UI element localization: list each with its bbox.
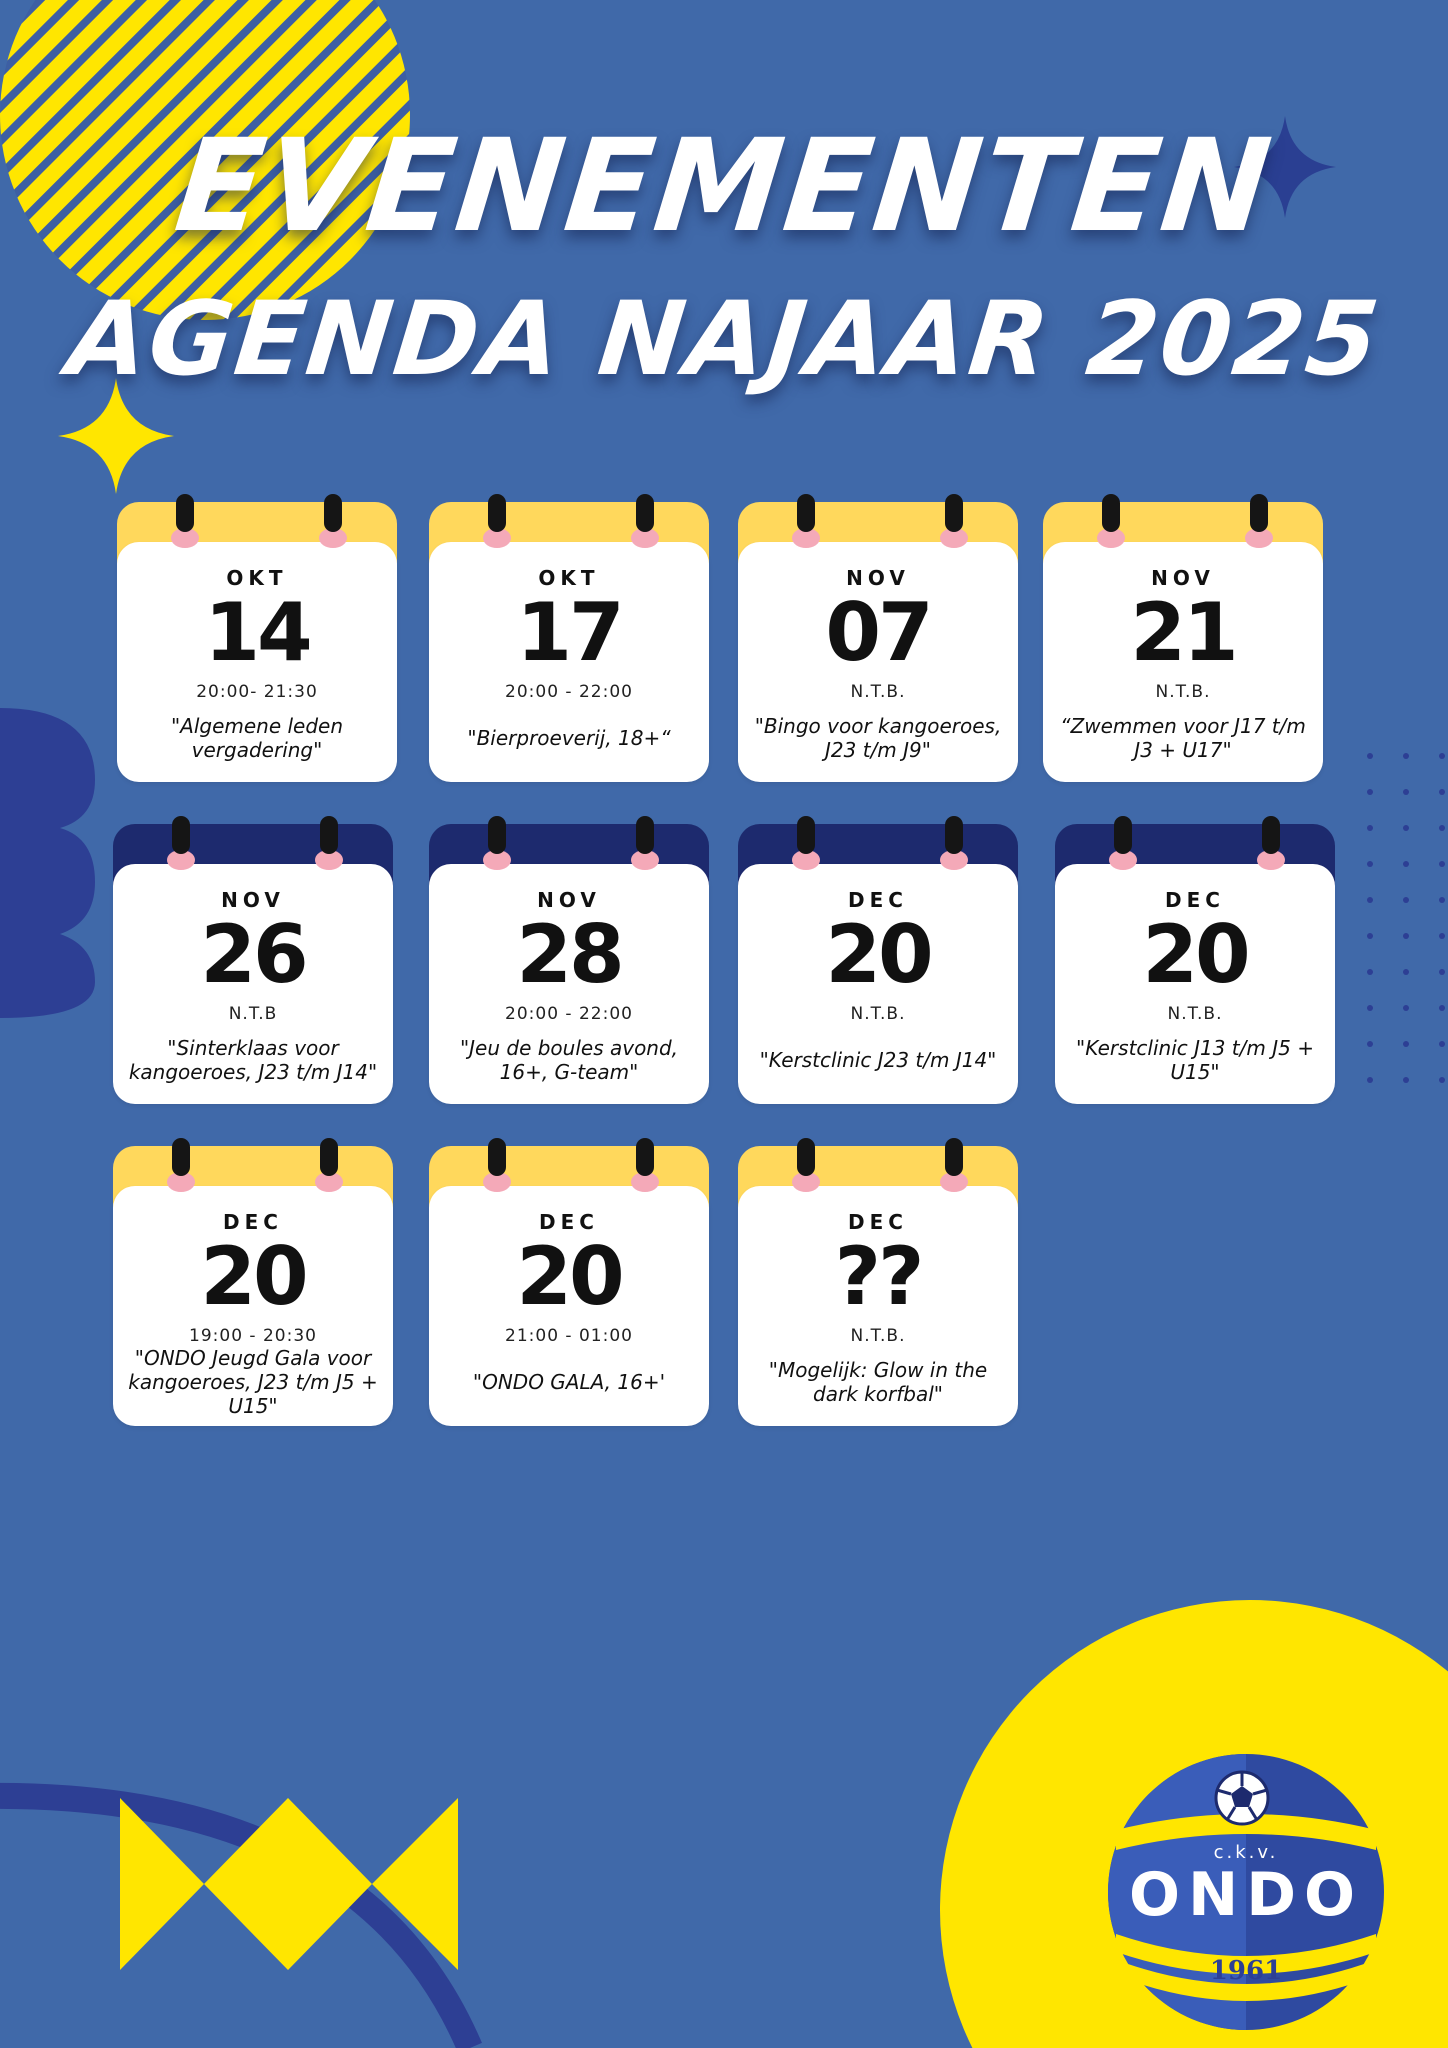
binder-ring-icon bbox=[483, 502, 511, 548]
event-card bbox=[429, 1146, 709, 1426]
event-day: 17 bbox=[516, 586, 622, 679]
club-year: 1961 bbox=[1209, 1956, 1283, 1986]
wavy-shape-decoration bbox=[0, 700, 100, 1020]
event-time: N.T.B bbox=[228, 1004, 278, 1024]
binder-ring-icon bbox=[631, 824, 659, 870]
binder-ring-icon bbox=[940, 502, 968, 548]
event-day: 21 bbox=[1130, 586, 1236, 679]
event-month: DEC bbox=[539, 1210, 599, 1234]
binder-ring-icon bbox=[319, 502, 347, 548]
event-description: "ONDO Jeugd Gala voor kangoeroes, J23 t/m J5 + U15" bbox=[128, 1346, 378, 1418]
event-time: N.T.B. bbox=[850, 1004, 906, 1024]
event-time: N.T.B. bbox=[850, 682, 906, 702]
event-description: "Sinterklaas voor kangoeroes, J23 t/m J14" bbox=[128, 1036, 378, 1084]
binder-ring-icon bbox=[483, 1146, 511, 1192]
binder-ring-icon bbox=[1245, 502, 1273, 548]
event-description: "Kerstclinic J13 t/m J5 + U15" bbox=[1076, 1036, 1314, 1084]
event-card bbox=[738, 824, 1018, 1104]
event-month: DEC bbox=[848, 888, 908, 912]
binder-ring-icon bbox=[792, 1146, 820, 1192]
event-card bbox=[113, 1146, 393, 1426]
event-time: N.T.B. bbox=[850, 1326, 906, 1346]
event-card bbox=[429, 824, 709, 1104]
event-time: 20:00 - 22:00 bbox=[505, 682, 633, 702]
event-month: DEC bbox=[223, 1210, 283, 1234]
event-month: OKT bbox=[226, 566, 288, 590]
binder-ring-icon bbox=[631, 1146, 659, 1192]
event-day: 20 bbox=[200, 1230, 306, 1323]
event-time: N.T.B. bbox=[1167, 1004, 1223, 1024]
binder-ring-icon bbox=[940, 1146, 968, 1192]
event-description: “Zwemmen voor J17 t/m J3 + U17" bbox=[1060, 714, 1306, 762]
binder-ring-icon bbox=[483, 824, 511, 870]
event-description: "Algemene leden vergadering" bbox=[170, 714, 344, 762]
page-subtitle: AGENDA NAJAAR 2025 bbox=[62, 280, 1386, 399]
binder-ring-icon bbox=[631, 502, 659, 548]
binder-ring-icon bbox=[1097, 502, 1125, 548]
event-day: 20 bbox=[1142, 908, 1248, 1001]
event-day: ?? bbox=[834, 1230, 922, 1323]
event-description: "Bingo voor kangoeroes, J23 t/m J9" bbox=[754, 714, 1002, 762]
event-month: NOV bbox=[846, 566, 910, 590]
binder-ring-icon bbox=[1257, 824, 1285, 870]
event-month: OKT bbox=[538, 566, 600, 590]
event-month: NOV bbox=[221, 888, 285, 912]
event-time: 19:00 - 20:30 bbox=[189, 1326, 317, 1346]
binder-ring-icon bbox=[171, 502, 199, 548]
club-prefix: c.k.v. bbox=[1213, 1842, 1279, 1863]
event-card bbox=[429, 502, 709, 782]
event-day: 20 bbox=[516, 1230, 622, 1323]
club-logo bbox=[1076, 1738, 1416, 2038]
event-card bbox=[1043, 502, 1323, 782]
event-time: N.T.B. bbox=[1155, 682, 1211, 702]
page-title: EVENEMENTEN bbox=[169, 112, 1280, 261]
event-time: 21:00 - 01:00 bbox=[505, 1326, 633, 1346]
event-card bbox=[738, 502, 1018, 782]
event-day: 14 bbox=[204, 586, 310, 679]
event-month: NOV bbox=[537, 888, 601, 912]
binder-ring-icon bbox=[940, 824, 968, 870]
event-description: "Bierproeverij, 18+“ bbox=[467, 726, 671, 750]
binder-ring-icon bbox=[792, 502, 820, 548]
event-card bbox=[738, 1146, 1018, 1426]
event-card bbox=[113, 824, 393, 1104]
club-name: ONDO bbox=[1128, 1860, 1364, 1930]
binder-ring-icon bbox=[1109, 824, 1137, 870]
triangles-decoration bbox=[120, 1798, 458, 1970]
event-time: 20:00 - 22:00 bbox=[505, 1004, 633, 1024]
event-description: "ONDO GALA, 16+' bbox=[472, 1370, 666, 1394]
event-card bbox=[1055, 824, 1335, 1104]
event-month: NOV bbox=[1151, 566, 1215, 590]
dot-grid-decoration bbox=[1360, 752, 1448, 1092]
event-card bbox=[117, 502, 397, 782]
event-month: DEC bbox=[848, 1210, 908, 1234]
event-description: "Kerstclinic J23 t/m J14" bbox=[759, 1048, 997, 1072]
binder-ring-icon bbox=[792, 824, 820, 870]
binder-ring-icon bbox=[315, 824, 343, 870]
event-month: DEC bbox=[1165, 888, 1225, 912]
binder-ring-icon bbox=[167, 1146, 195, 1192]
event-day: 28 bbox=[516, 908, 622, 1001]
event-description: "Jeu de boules avond, 16+, G-team" bbox=[459, 1036, 679, 1084]
binder-ring-icon bbox=[167, 824, 195, 870]
event-time: 20:00- 21:30 bbox=[196, 682, 318, 702]
binder-ring-icon bbox=[315, 1146, 343, 1192]
event-day: 07 bbox=[825, 586, 931, 679]
event-day: 26 bbox=[200, 908, 306, 1001]
event-description: "Mogelijk: Glow in the dark korfbal" bbox=[768, 1358, 988, 1406]
event-day: 20 bbox=[825, 908, 931, 1001]
